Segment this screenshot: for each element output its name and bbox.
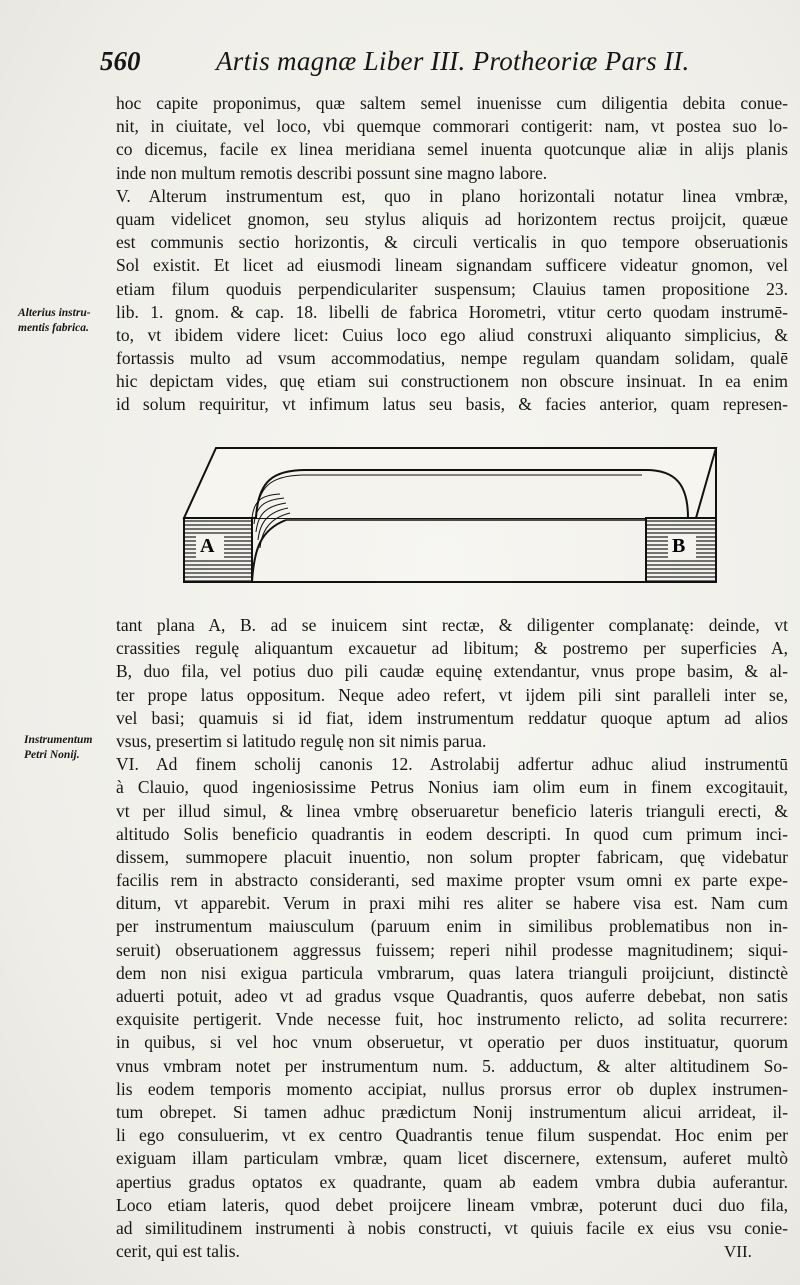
- label-b: B: [672, 535, 686, 557]
- running-head: Artis magnæ Liber III. Protheoriæ Pars II.: [216, 46, 690, 76]
- margin-note-petri-nonij: [24, 733, 114, 763]
- text-line: etiam filum quoduis perpendiculariter suspensum; Clauius tamen propositione 23.: [116, 278, 788, 299]
- text-line: inde non multum remotis describi possunt sine magno labore.: [116, 162, 548, 183]
- text-line: tum obrepet. Si tamen adhuc prædictum Nonij instrumentum alicui arrideat, il-: [116, 1101, 788, 1122]
- text-line: hoc capite proponimus, quæ saltem semel inuenisse cum diligentia debita conue-: [116, 93, 788, 113]
- text-line: nit, in ciuitate, vel loco, vbi quemque commorari contigerit: nam, vt postea suo lo-: [116, 116, 788, 137]
- text-line: Sol existit. Et licet ad eiusmodi lineam signandam sufficere videatur gnomon, vel: [116, 255, 788, 276]
- text-line: fortassis multo ad vsum accommodatius, nempe regulam quandam solidam, qualē: [116, 348, 788, 369]
- text-line: apertius gradus optatos ex quadrante, quam ab eadem vmbra dubia auferantur.: [116, 1171, 788, 1192]
- text-line: dem non nisi exigua particula vmbrarum, quas latera trianguli proijciunt, distinctè: [116, 962, 788, 983]
- next-section-marker: VII.: [724, 1242, 752, 1261]
- ruler-inner-curve-left: [252, 520, 286, 582]
- text-line: facilis rem in abstracto consideranti, sed maxime propter vsum omni ex parte expe-: [116, 870, 788, 891]
- label-a: A: [200, 535, 215, 557]
- text-line: co dicemus, facile ex linea meridiana semel inuenta quotcunque aliæ in alijs planis: [116, 139, 788, 160]
- ruler-channel: [256, 470, 688, 518]
- page-header: [100, 46, 700, 86]
- ruler-illustration: [176, 440, 722, 600]
- text-line: quam videlicet gnomon, seu stylus aliquis ad horizontem rectus proijcit, quæue: [116, 208, 788, 229]
- margin-note-line: Instrumentum: [24, 734, 93, 746]
- text-line: in quibus, si vel hoc vnum obseruetur, vt operatio per duos instituatur, quorum: [116, 1032, 788, 1053]
- text-line: dissem, summopere placuit inuentio, non solum propter fabricam, quę videbatur: [116, 846, 788, 867]
- text-line: tant plana A, B. ad se inuicem sint rectæ, & diligenter complanatę: deinde, vt: [116, 615, 788, 635]
- text-line: ditum, vt apparebit. Verum in praxi mihi res aliter se habere visa est. Nam cum: [116, 893, 788, 914]
- text-line: lis eodem temporis momento accipiat, nullus prorsus error ob duplex instrumen-: [116, 1078, 788, 1099]
- text-line: to, vt ibidem videre licet: Cuius loco ego aliud construxi aliquanto simplicius, &: [116, 324, 788, 345]
- text-line: aduerti potuit, adeo vt ad gradus vsque Quadrantis, quos auferre debebat, non satis: [116, 986, 788, 1006]
- margin-note-line: Alterius instru-: [18, 307, 91, 319]
- text-line: exiguam illam particulam vmbræ, quam licet discernere, extensum, auferet multò: [116, 1148, 788, 1169]
- margin-note-instrument-fabrica: [18, 306, 113, 336]
- text-line: lib. 1. gnom. & cap. 18. libelli de fabrica Horometri, vtitur certo quodam instrumē-: [116, 301, 788, 322]
- text-block-lower: [116, 614, 788, 1263]
- text-line: ad similitudinem instrumenti à nobis constructi, vt quiuis facile ex eius vsu conie-: [116, 1217, 788, 1238]
- text-block-upper: [116, 92, 788, 417]
- page-number: 560: [100, 46, 141, 76]
- text-line: vsus, presertim si latitudo regulę non sit nimis parua.: [116, 730, 487, 751]
- text-line: V. Alterum instrumentum est, quo in plano horizontali notatur linea vmbræ,: [116, 185, 788, 206]
- text-line: seruit) obseruationem aggressus fuissem; reperi nihil prodesse magnitudinem; siqui-: [116, 939, 788, 960]
- text-line: vel basi; quamuis si id fiat, idem instrumentum reddatur quoque aptum ad alios: [116, 707, 788, 728]
- text-line: vt per illud simul, & linea vmbrę obseruaretur beneficio lateris trianguli erecti, &: [116, 800, 788, 821]
- text-line: ter prope latus oppositum. Neque adeo refert, vt ijdem pili sint paralleli inter se,: [116, 684, 788, 705]
- text-line: hic depictam vides, quę etiam sui constructionem non obscure insinuat. In ea enim: [116, 371, 788, 392]
- text-line: li ego consuluerim, vt ex centro Quadrantis tenue filum suspendat. Hoc enim per: [116, 1125, 788, 1146]
- text-line: exquisite pertigerit. Vnde necesse fuit, hoc instrumento relicto, ad solita recurrere:: [116, 1009, 788, 1030]
- text-line: per instrumentum maiusculum (paruum enim in similibus problematibus non in-: [116, 916, 788, 937]
- text-line: cerit, qui est talis.: [116, 1241, 240, 1262]
- text-line: B, duo fila, vel potius duo pili caudæ equinę extendantur, vnus prope basim, & al-: [116, 661, 788, 682]
- text-line: à Clauio, quod ingeniosissime Petrus Nonius iam olim eum in finem excogitauit,: [116, 777, 788, 798]
- text-line: est communis sectio horizontis, & circuli verticalis in quo tempore obseruationis: [116, 232, 788, 253]
- margin-note-line: mentis fabrica.: [18, 322, 89, 334]
- ruler-instrument-figure: [176, 440, 722, 600]
- text-line: Loco etiam lateris, quod debet proijcere lineam vmbræ, poterunt duci duo fila,: [116, 1194, 788, 1215]
- text-line: altitudo Solis beneficio quadrantis in eodem descripti. In quod cum primum inci-: [116, 823, 788, 844]
- text-line: crassities regulę aliquantum excauetur ad libitum; & postremo per superficies A,: [116, 638, 788, 659]
- text-line: vnus vmbram notet per instrumentum num. 5. adductum, & alter altitudinem So-: [116, 1055, 788, 1076]
- text-line: VI. Ad finem scholij canonis 12. Astrolabij adfertur adhuc aliud instrumentū: [116, 754, 788, 775]
- margin-note-line: Petri Nonij.: [24, 749, 80, 761]
- text-line: id solum requiritur, vt infimum latus seu basis, & facies anterior, quam represen-: [116, 394, 788, 415]
